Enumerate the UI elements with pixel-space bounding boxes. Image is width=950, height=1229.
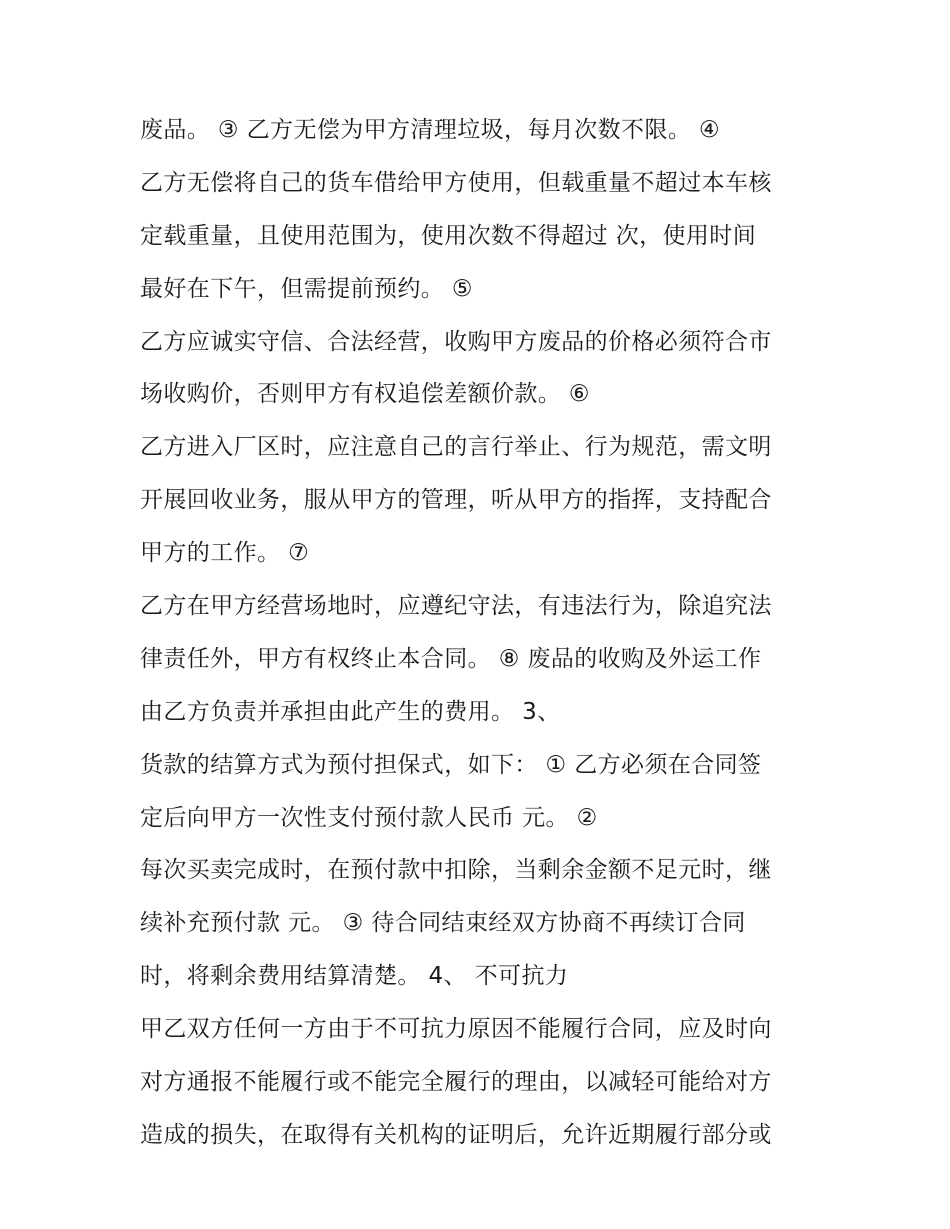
text-line: 定后向甲方一次性支付预付款人民币 元。 ② <box>140 804 598 831</box>
text-line: 乙方在甲方经营场地时，应遵纪守法，有违法行为，除追究法 <box>140 593 772 620</box>
text-line: 造成的损失，在取得有关机构的证明后，允许近期履行部分或 <box>140 1121 772 1148</box>
text-line: 场收购价，否则甲方有权追偿差额价款。 ⑥ <box>140 381 590 408</box>
text-line: 最好在下午，但需提前预约。 ⑤ <box>140 275 473 302</box>
text-line: 乙方无偿将自己的货车借给甲方使用，但载重量不超过本车核 <box>140 169 772 196</box>
text-line: 甲方的工作。 ⑦ <box>140 540 310 567</box>
text-line: 时，将剩余费用结算清楚。 4、 不可抗力 <box>140 963 569 990</box>
text-line: 由乙方负责并承担由此产生的费用。 3、 <box>140 698 561 725</box>
text-line: 每次买卖完成时，在预付款中扣除，当剩余金额不足元时，继 <box>140 857 772 884</box>
text-line: 甲乙双方任何一方由于不可抗力原因不能履行合同，应及时向 <box>140 1016 772 1043</box>
text-line: 续补充预付款 元。 ③ 待合同结束经双方协商不再续订合同 <box>140 910 746 937</box>
text-line: 定载重量，且使用范围为，使用次数不得超过 次，使用时间 <box>140 222 757 249</box>
document-body <box>140 104 830 1162</box>
text-line: 乙方进入厂区时，应注意自己的言行举止、行为规范，需文明 <box>140 434 772 461</box>
text-line: 开展回收业务，服从甲方的管理，听从甲方的指挥，支持配合 <box>140 487 772 514</box>
text-line: 废品。 ③ 乙方无偿为甲方清理垃圾，每月次数不限。 ④ <box>140 117 720 143</box>
text-line: 律责任外，甲方有权终止本合同。 ⑧ 废品的收购及外运工作 <box>140 645 762 672</box>
text-line: 对方通报不能履行或不能完全履行的理由，以减轻可能给对方 <box>140 1069 772 1096</box>
text-line: 货款的结算方式为预付担保式，如下： ① 乙方必须在合同签 <box>140 751 762 778</box>
text-line: 乙方应诚实守信、合法经营，收购甲方废品的价格必须符合市 <box>140 328 772 355</box>
